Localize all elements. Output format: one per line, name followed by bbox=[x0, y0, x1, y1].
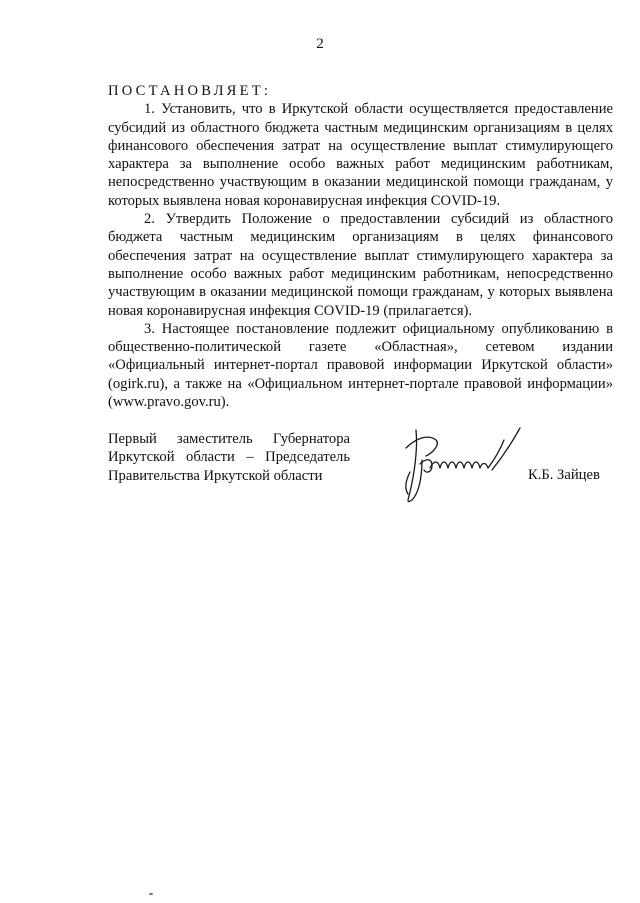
handwritten-signature bbox=[396, 420, 526, 510]
signature-block bbox=[108, 430, 613, 520]
signer-position-line-1: Первый заместитель Губернатора bbox=[108, 431, 350, 447]
signer-position-line-2: Иркутской области – Председатель bbox=[108, 449, 350, 466]
signer-position bbox=[108, 430, 350, 485]
signer-position-line-3: Правительства Иркутской области bbox=[108, 467, 323, 484]
decree-heading: ПОСТАНОВЛЯЕТ: bbox=[108, 83, 272, 99]
decree-paragraph-3: 3. Настоящее постановление подлежит официальному опубликованию в общественно-политической газете «Областная», сетевом издании «Официальный интернет-портал правовой информации Иркутской области» (ogirk.ru), а также на «Официальном интернет-портале правовой информации» (www.pravo.gov.ru). bbox=[108, 320, 613, 411]
signer-name: К.Б. Зайцев bbox=[528, 467, 600, 483]
scan-speck bbox=[149, 893, 153, 895]
decree-paragraph-1: 1. Установить, что в Иркутской области осуществляется предоставление субсидий из областного бюджета частным медицинским организациям в целях финансового обеспечения затрат на осуществление выплат стимулирующего характера за выполнение особо важных работ медицинским работникам, непосредственно участвующим в оказании медицинской помощи гражданам, у которых выявлена новая коронавирусная инфекция COVID-19. bbox=[108, 101, 613, 209]
decree-body bbox=[108, 82, 613, 411]
decree-paragraph-2: 2. Утвердить Положение о предоставлении субсидий из областного бюджета частным медицинским организациям в целях финансового обеспечения затрат на осуществление выплат стимулирующего характера за выполнение особо важных работ медицинским работникам, непосредственно участвующим в оказании медицинской помощи гражданам, у которых выявлена новая коронавирусная инфекция COVID-19 (прилагается). bbox=[108, 211, 613, 319]
page-number: 2 bbox=[316, 36, 324, 52]
